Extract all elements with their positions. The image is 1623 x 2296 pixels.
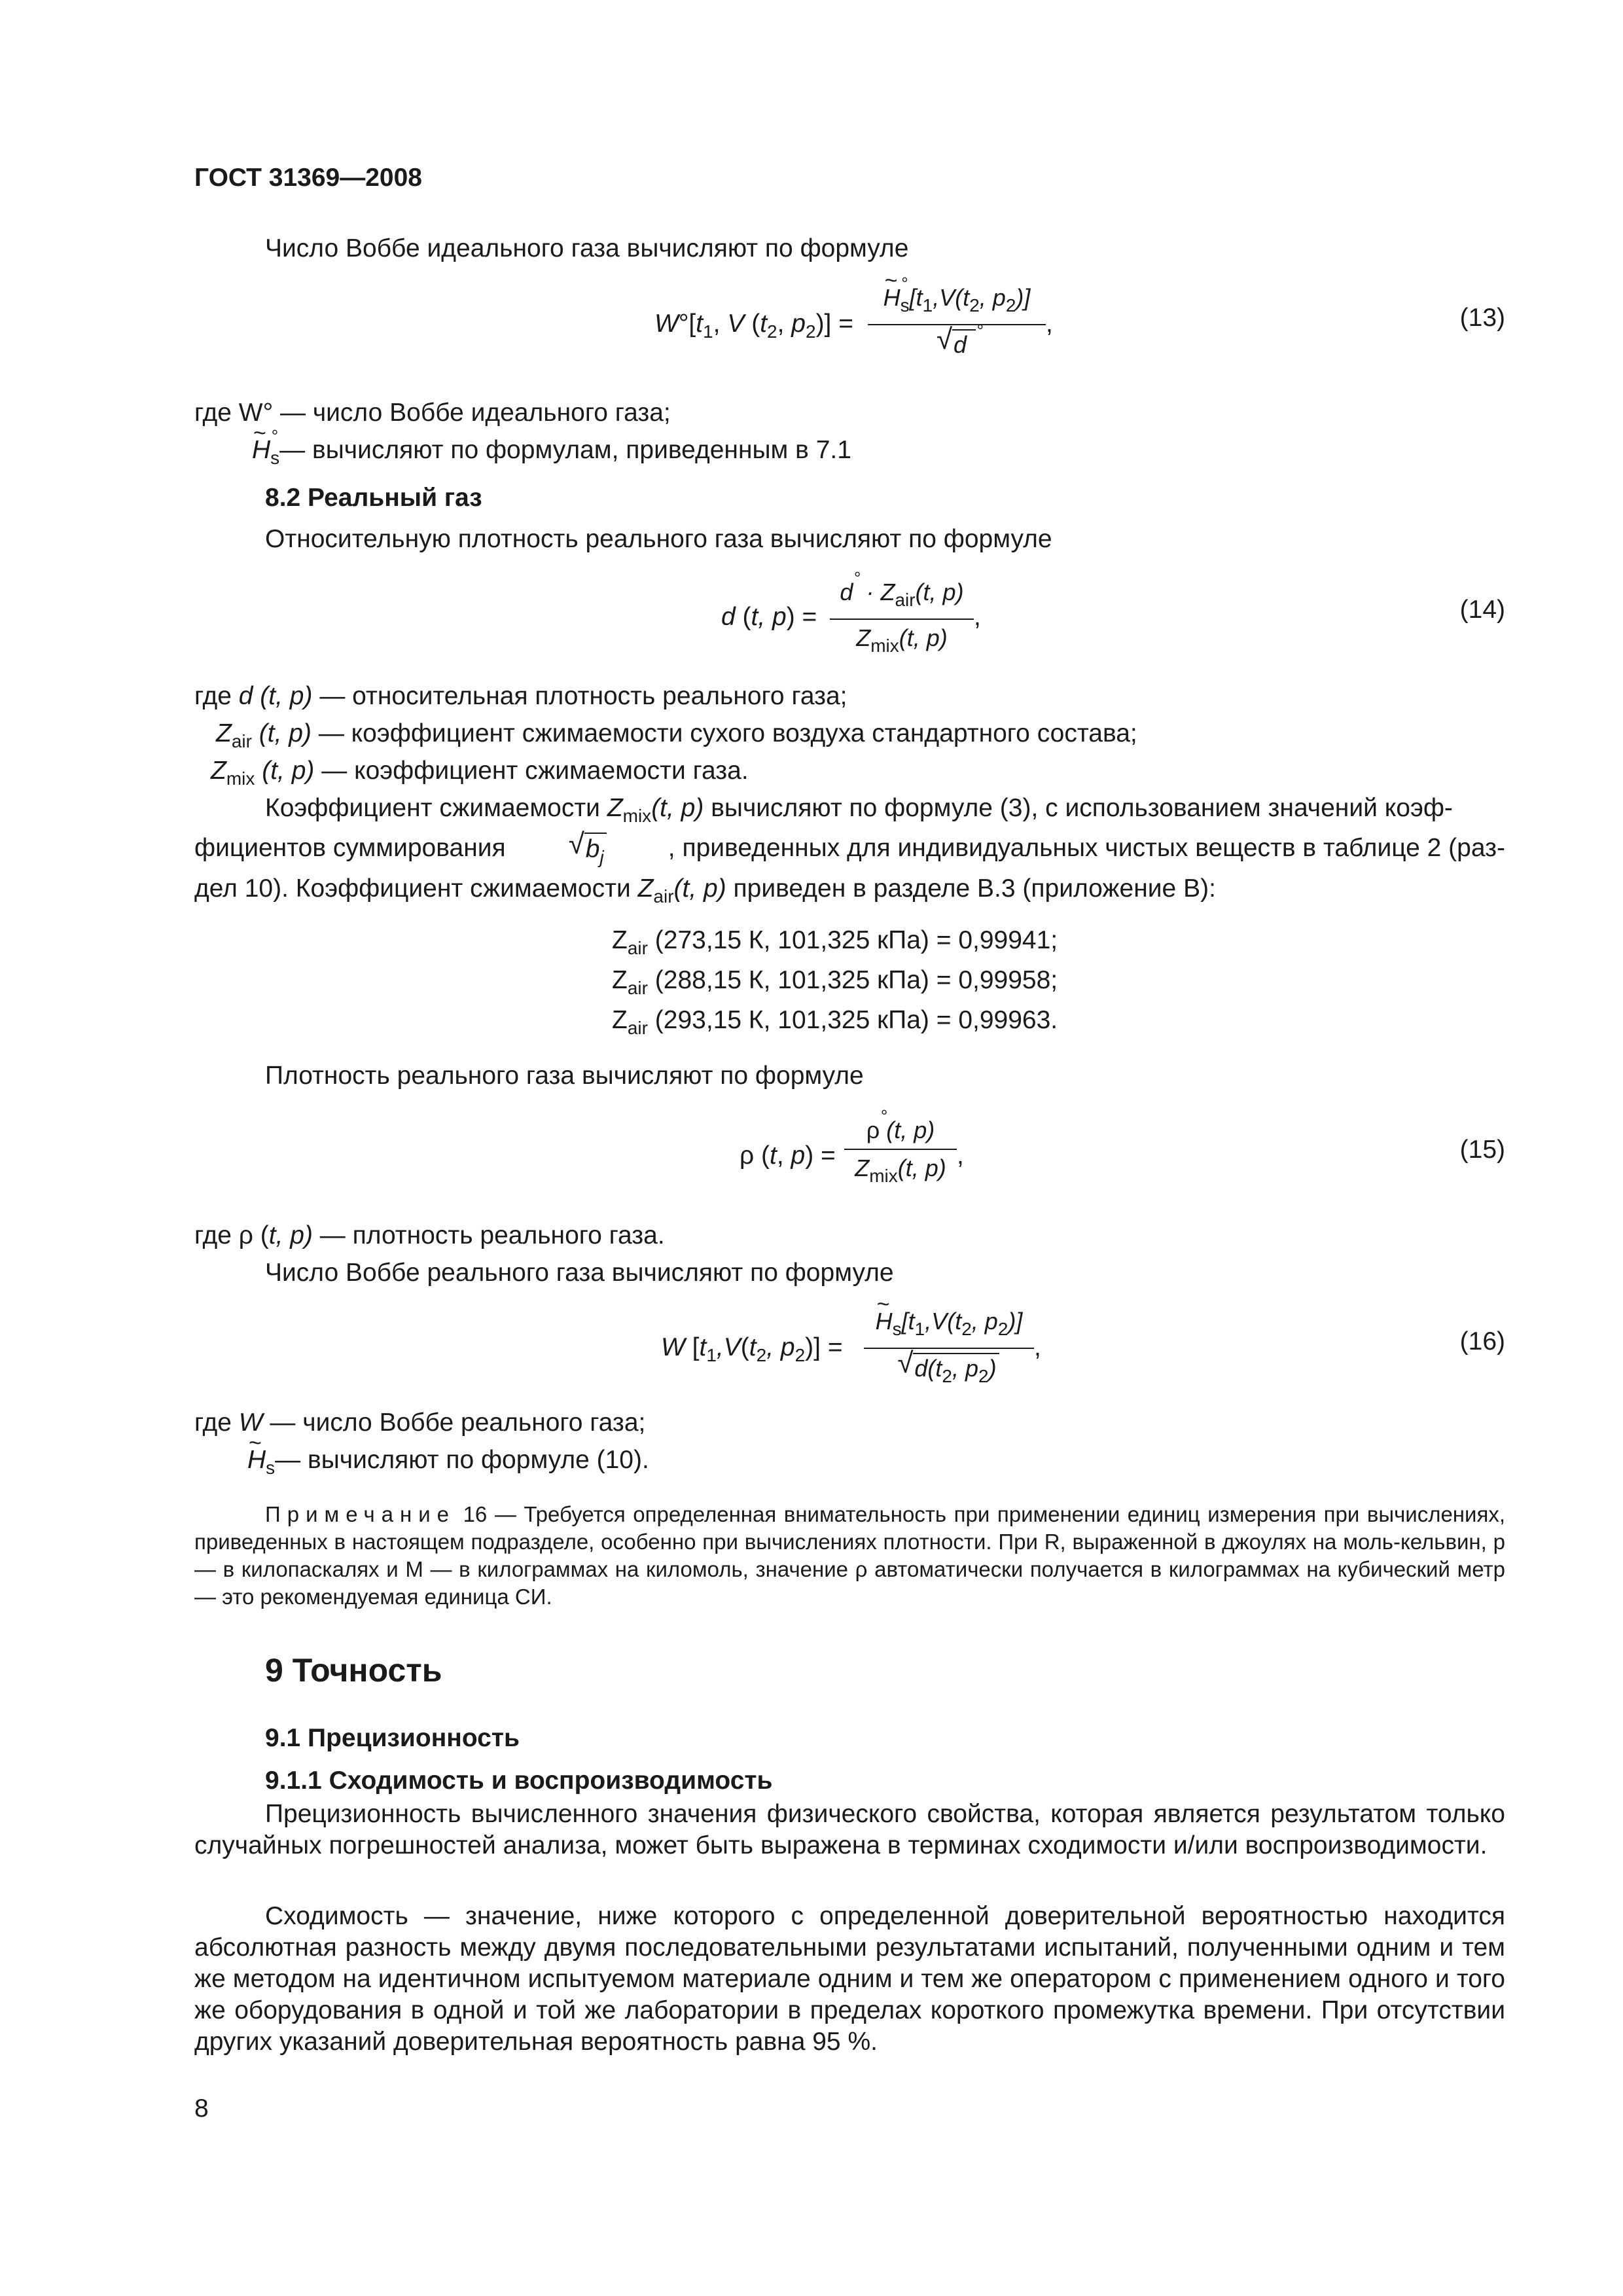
section-9-heading: 9 Точность: [265, 1652, 442, 1689]
document-page: ГОСТ 31369—2008 Число Воббе идеального газа вычисляют по формуле $W^\circ[t_1$, V ($t_2$, $p_2$)] = ~ H $^\circ_s[t_1,V(t_2$, $p_2$)] √ d ° , (13) где W° — число Воббе идеального газа; ~ H $^\circ_s—$ вычисляют по формулам, приведенным в 7.1 8.2 Реальный газ Относительную плотность реального газа вычисляют по формуле d (t, p) = d ° · $Z_{air}(t$, p) $Z_{mix}(t$, p) , (14) где d (t, p) — относительная плотность реального газа; $Z_{air}$ (t, p) — коэффициент сжимаемости сухого воздуха стандартного состава; $Z_{mix}$ (t, p) — коэффициент сжимаемости газа. Коэффициент сжимаемости $Z_{mix}(t$, p) вычисляют по формуле (3), с использованием значений коэф- фициентов суммирования √ $b_j$ , приведенных для индивидуальных чистых веществ в таблице 2 (раз- дел 10). Коэффициент сжимаемости $Z_{air}(t$, p) приведен в разделе В.3 (приложение В): $Z_{air}$ (273,15 К, 101,325 кПа) = 0,99941; $Z_{air}$ (288,15 К, 101,325 кПа) = 0,99958; $Z_{air}$ (293,15 К, 101,325 кПа) = 0,99963. Плотность реального газа вычисляют по формуле ρ (t, p) = ρ ° (t, p) $Z_{mix}(t$, p) , (15) где ρ (t, p) — плотность реального газа. Число Воббе реального газа вычисляют по формуле W [$t_1,V(t_2$, $p_2$)] = ~ $H_s[t_1,V(t_2$, $p_2$)] √ $d(t_2$, $p_2$) , (16) где W — число Воббе реального газа; ~ $H_s—$ вычисляют по формуле (10). Примечание 16 — Требуется определенная внимательность при применении единиц измерения при вычислениях, приведенных в настоящем подразделе, особенно при вычислениях плотности. При R, выраженной в джоулях на моль-кельвин, p — в килопаскалях и M — в килограммах на киломоль, значение ρ автоматически получается в килограммах на кубический метр — это рекомендуемая единица СИ. 9 Точность 9.1 Прецизионность 9.1.1 Сходимость и воспроизводимость Прецизионность вычисленного значения физического свойства, которая является результатом только случайных погрешностей анализа, может быть выражена в терминах сходимости и/или воспроизводимости. Сходимость — значение, ниже которого с определенной доверительной вероятностью находится абсолютная разность между двумя последовательными результатами испытаний, полученными одним и тем же методом на идентичном испытуемом материале одним и тем же оператором с применением одного и того же оборудования в одной и той же лаборатории в пределах короткого промежутка времени. При отсутствии других указаний доверительная вероятность равна 95 %. 8: [0, 0, 1623, 2296]
note-16: Примечание 16 — Требуется определенная внимательность при применении единиц измерения при вычислениях, приведенных в настоящем подразделе, особенно при вычислениях плотности. При R, выраженной в джоулях на моль-кельвин, p — в килопаскалях и M — в килограммах на киломоль, значение ρ автоматически получается в килограммах на кубический метр — это рекомендуемая единица СИ.: [194, 1502, 1505, 1609]
equation-15-number: (15): [1459, 1136, 1505, 1164]
wobbe-real-intro: Число Воббе реального газа вычисляют по формуле: [265, 1259, 894, 1287]
where-z-air: $Z_{air}$ (t, p) — коэффициент сжимаемости сухого воздуха стандартного состава;: [216, 719, 1137, 751]
equation-14-number: (14): [1459, 596, 1505, 624]
equation-13-number: (13): [1459, 304, 1505, 332]
where-heat-real: ~ $H_s—$ вычисляют по формуле (10).: [247, 1444, 649, 1484]
relative-density-intro: Относительную плотность реального газа вычисляют по формуле: [265, 525, 1052, 553]
where-z-mix: $Z_{mix}$ (t, p) — коэффициент сжимаемости газа.: [211, 757, 749, 789]
section-9-1-heading: 9.1 Прецизионность: [265, 1724, 520, 1752]
where-wobbe-ideal: где W° — число Воббе идеального газа;: [194, 399, 671, 427]
where-relative-density: где d (t, p) — относительная плотность реального газа;: [194, 682, 847, 710]
compressibility-para-line1: Коэффициент сжимаемости $Z_{mix}(t$, p) вычисляют по формуле (3), с использованием значений коэф-: [265, 794, 1453, 826]
where-heat-ideal-text: — вычисляют по формулам, приведенным в 7.1: [279, 436, 851, 464]
page-number: 8: [194, 2094, 209, 2123]
compressibility-para-line3: дел 10). Коэффициент сжимаемости $Z_{air}(t$, p) приведен в разделе В.3 (приложение В):: [194, 874, 1216, 906]
where-heat-ideal: ~ H $^\circ_s—$ вычисляют по формулам, приведенным в 7.1: [252, 435, 851, 474]
equation-16-number: (16): [1459, 1327, 1505, 1355]
compressibility-para-line2: фициентов суммирования √ $b_j$ , приведенных для индивидуальных чистых веществ в таблице 2 (раз-: [194, 833, 1505, 873]
precision-paragraph: Прецизионность вычисленного значения физического свойства, которая является результатом только случайных погрешностей анализа, может быть выражена в терминах сходимости и/или воспроизводимости.: [194, 1800, 1505, 1859]
section-9-1-1-heading: 9.1.1 Сходимость и воспроизводимость: [265, 1767, 773, 1795]
standard-header: ГОСТ 31369—2008: [194, 164, 422, 192]
z-air-value-273: $Z_{air}$ (273,15 К, 101,325 кПа) = 0,99941;: [612, 926, 1058, 958]
section-8-2-heading: 8.2 Реальный газ: [265, 484, 482, 512]
repeatability-paragraph: Сходимость — значение, ниже которого с определенной доверительной вероятностью находится абсолютная разность между двумя последовательными результатами испытаний, полученными одним и тем же методом на идентичном испытуемом материале одним и тем же оператором с применением одного и того же оборудования в одной и той же лаборатории в пределах короткого промежутка времени. При отсутствии других указаний доверительная вероятность равна 95 %.: [194, 1902, 1505, 2056]
density-intro: Плотность реального газа вычисляют по формуле: [265, 1062, 864, 1090]
z-air-value-293: $Z_{air}$ (293,15 К, 101,325 кПа) = 0,99963.: [612, 1006, 1058, 1038]
where-density: где ρ (t, p) — плотность реального газа.: [194, 1221, 665, 1249]
z-air-value-288: $Z_{air}$ (288,15 К, 101,325 кПа) = 0,99958;: [612, 966, 1058, 998]
where-wobbe-real: где W — число Воббе реального газа;: [194, 1408, 646, 1437]
wobbe-ideal-intro: Число Воббе идеального газа вычисляют по формуле: [265, 234, 909, 262]
